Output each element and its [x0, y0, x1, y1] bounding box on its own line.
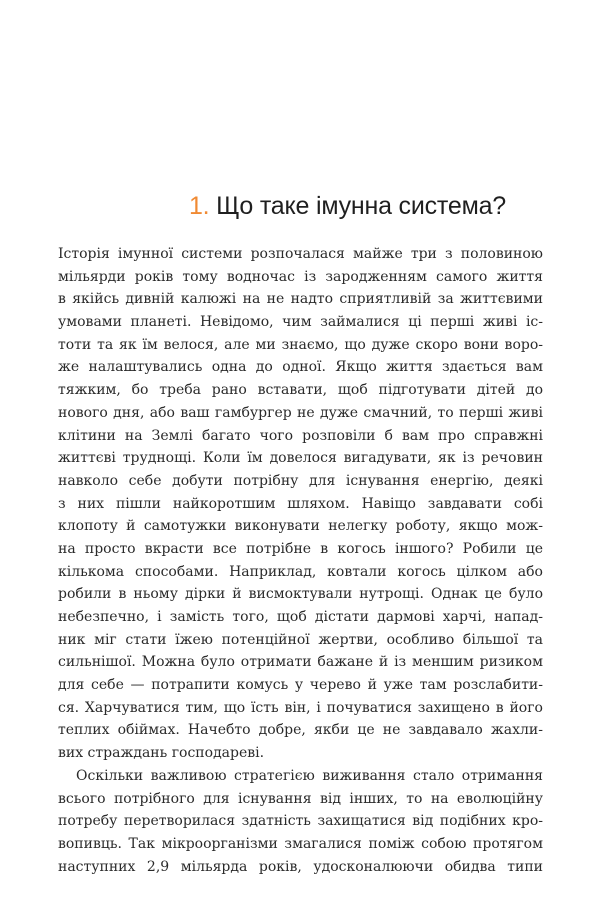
text-line: ся. Харчуватися тим, що їсть він, і почуватися захищено в його — [58, 699, 543, 716]
chapter-number: 1. — [188, 192, 210, 220]
text-line: же налаштувались одна до одної. Якщо життя здається вам — [58, 359, 543, 376]
text-line: сильнішої. Можна було отримати бажане й із меншим ризиком — [58, 654, 543, 671]
text-line: тоти та як їм велося, але ми знаємо, що дуже скоро вони воро- — [58, 336, 543, 353]
text-line: теплих обіймах. Начебто добре, якби це не завдавало жахли- — [58, 722, 543, 739]
text-line: небезпечно, і замість того, щоб дістати дармові харчі, напад- — [58, 609, 543, 625]
text-line: наступних 2,9 мільярда років, удосконалюючи обидва типи — [58, 858, 543, 875]
chapter-title: Що таке імунна система? — [216, 192, 506, 220]
paragraph — [58, 765, 543, 878]
text-line: клопоту й самотужки виконувати нелегку роботу, якщо мож- — [58, 518, 543, 535]
text-line: навколо себе добути потрібну для існування енергію, деякі — [58, 472, 543, 489]
text-line: Оскільки важливою стратегією виживання стало отримання — [76, 767, 543, 784]
text-line: вопивць. Так мікроорганізми змагалися поміж собою протягом — [58, 835, 543, 852]
text-line: потребу перетворилася здатність захищатися від подібних кро- — [58, 813, 543, 830]
text-line: клітини на Землі багато чого розповіли б вам про справжні — [58, 427, 543, 444]
text-line: всього потрібного для існування від інших, то на еволюційну — [58, 790, 543, 807]
text-line: життєві труднощі. Коли їм довелося вигадувати, як із речовин — [58, 450, 543, 467]
text-line: кількома способами. Наприклад, ковтали когось цілком або — [58, 563, 543, 580]
text-line: ник міг стати їжею потенційної жертви, особливо більшої та — [58, 631, 543, 648]
text-line: з них пішли найкоротшим шляхом. Навіщо завдавати собі — [58, 495, 543, 512]
text-line: мільярди років тому водночас із зародженням самого життя — [58, 268, 543, 285]
text-line: нового дня, або ваш гамбургер не дуже смачний, то перші живі — [58, 404, 543, 421]
text-line: тяжким, бо треба рано вставати, щоб підготувати дітей до — [58, 382, 543, 399]
text-line: вих страждань господареві. — [58, 745, 265, 762]
text-line: робили в ньому дірки й висмоктували нутрощі. Однак це було — [58, 586, 543, 603]
text-line: в якійсь дивній калюжі на не надто сприятливій за життєвими — [58, 291, 543, 308]
chapter-heading — [189, 190, 506, 222]
paragraph — [58, 243, 543, 765]
text-line: на просто вкрасти все потрібне в когось іншого? Робили це — [58, 540, 543, 557]
chapter-body-text — [58, 243, 543, 878]
text-line: Історія імунної системи розпочалася майже три з половиною — [58, 246, 543, 262]
text-line: умовами планеті. Невідомо, чим займалися ці перші живі іс- — [58, 314, 543, 331]
text-line: для себе — потрапити комусь у черево й уже там розслабити- — [58, 677, 543, 694]
